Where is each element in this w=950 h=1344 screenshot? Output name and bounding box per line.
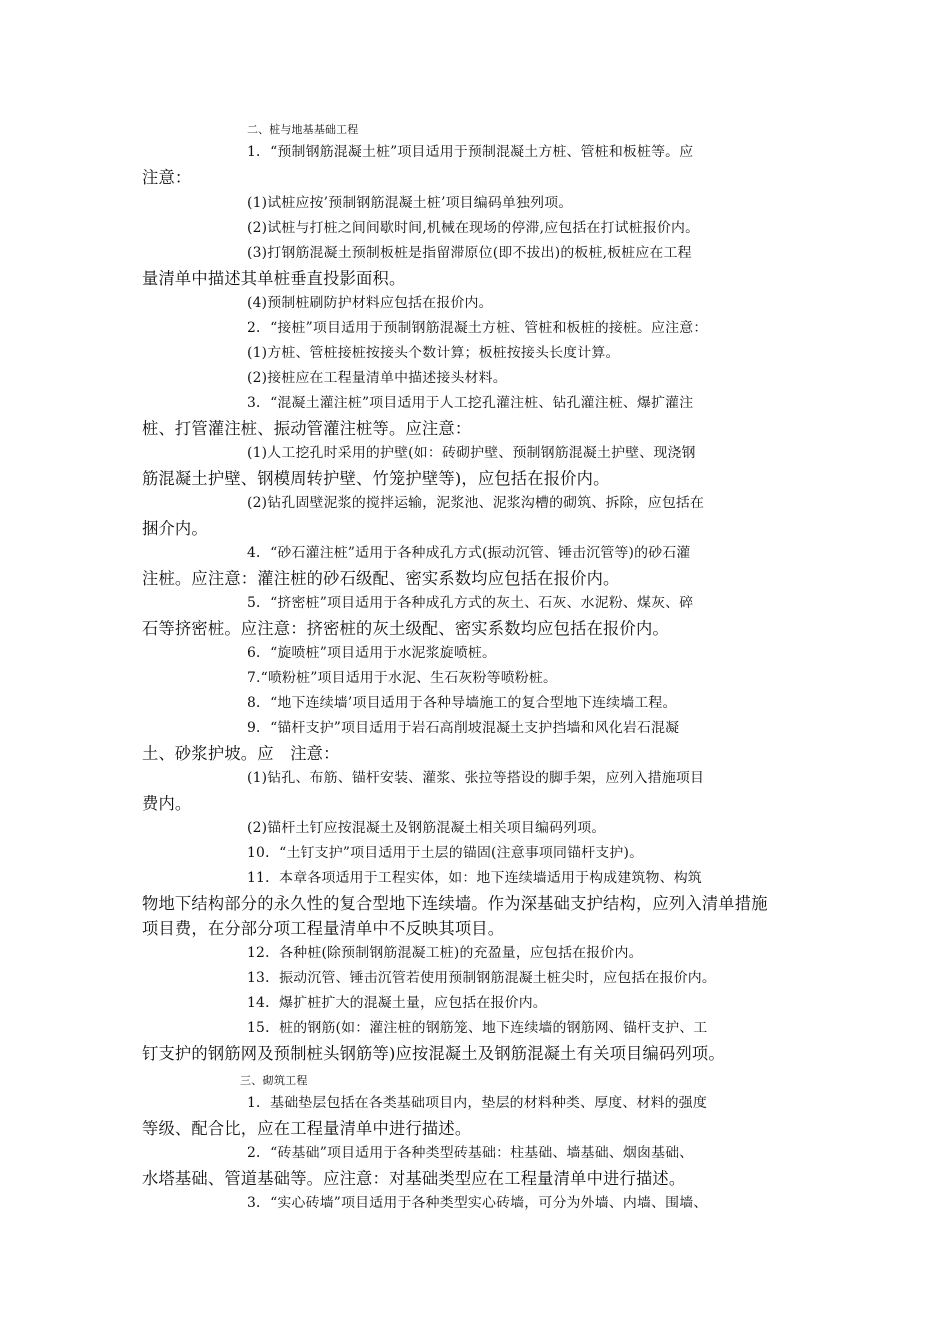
paragraph-line: 3．“实心砖墙”项目适用于各种类型实心砖墙，可分为外墙、内墙、围墙、 <box>247 1195 708 1211</box>
paragraph-line: 4．“砂石灌注桩”适用于各种成孔方式(振动沉管、锤击沉管等)的砂石灌 <box>247 545 691 561</box>
paragraph-line: 6．“旋喷桩”项目适用于水泥浆旋喷桩。 <box>247 645 497 661</box>
paragraph-line: 捆介内。 <box>142 519 208 538</box>
paragraph-line: 水塔基础、管道基础等。应注意：对基础类型应在工程量清单中进行描述。 <box>142 1169 686 1188</box>
paragraph-line: 5．“挤密桩”项目适用于各种成孔方式的灰土、石灰、水泥粉、煤灰、碎 <box>247 595 694 611</box>
paragraph-line: 14．爆扩桩扩大的混凝土量，应包括在报价内。 <box>247 995 547 1011</box>
paragraph-line: 量清单中描述其单桩垂直投影面积。 <box>142 269 406 288</box>
section-heading: 二、桩与地基基础工程 <box>247 123 359 136</box>
section-heading: 三、砌筑工程 <box>240 1074 308 1087</box>
paragraph-line: 土、砂浆护坡。应 注意： <box>142 744 340 763</box>
paragraph-line: 桩、打管灌注桩、振动管灌注桩等。应注意： <box>142 419 472 438</box>
paragraph-line: 等级、配合比，应在工程量清单中进行描述。 <box>142 1119 472 1138</box>
paragraph-line: 费内。 <box>142 794 192 813</box>
paragraph-line: 筋混凝土护壁、钢模周转护壁、竹笼护壁等)，应包括在报价内。 <box>142 469 610 488</box>
paragraph-line: 项目费，在分部分项工程量清单中不反映其项目。 <box>142 919 505 938</box>
paragraph-line: (2)试桩与打桩之间间歇时间,机械在现场的停滞,应包括在打试桩报价内。 <box>247 220 700 236</box>
paragraph-line: (1)试桩应按’预制钢筋混凝土桩’项目编码单独列项。 <box>247 195 573 211</box>
paragraph-line: 注桩。应注意：灌注桩的砂石级配、密实系数均应包括在报价内。 <box>142 569 620 588</box>
paragraph-line: 13．振动沉管、锤击沉管若使用预制钢筋混凝土桩尖时，应包括在报价内。 <box>247 970 716 986</box>
paragraph-line: 1．基础垫层包括在各类基础项目内，垫层的材料种类、厚度、材料的强度 <box>247 1095 707 1111</box>
paragraph-line: (3)打钢筋混凝土预制板桩是指留滞原位(即不拔出)的板桩,板桩应在工程 <box>247 245 692 261</box>
paragraph-line: 12．各种桩(除预制钢筋混凝工桩)的充盈量，应包括在报价内。 <box>247 945 643 961</box>
paragraph-line: 3．“混凝土灌注桩”项目适用于人工挖孔灌注桩、钻孔灌注桩、爆扩灌注 <box>247 395 694 411</box>
paragraph-line: (1)人工挖孔时采用的护壁(如：砖砌护壁、预制钢筋混凝土护壁、现浇钢 <box>247 445 696 461</box>
paragraph-line: (2)钻孔固壁泥浆的搅拌运输，泥浆池、泥浆沟槽的砌筑、拆除，应包括在 <box>247 495 705 511</box>
paragraph-line: (2)锚杆土钉应按混凝土及钢筋混凝土相关项目编码列项。 <box>247 820 606 836</box>
paragraph-line: 钉支护的钢筋网及预制桩头钢筋等)应按混凝土及钢筋混凝土有关项目编码列项。 <box>142 1044 725 1063</box>
paragraph-line: 石等挤密桩。应注意：挤密桩的灰土级配、密实系数均应包括在报价内。 <box>142 619 669 638</box>
paragraph-line: (4)预制桩刷防护材料应包括在报价内。 <box>247 295 493 311</box>
paragraph-line: 9．“锚杆支护”项目适用于岩石高削坡混凝土支护挡墙和风化岩石混凝 <box>247 720 680 736</box>
paragraph-line: (2)接桩应在工程量清单中描述接头材料。 <box>247 370 507 386</box>
paragraph-line: 11．本章各项适用于工程实体，如：地下连续墙适用于构成建筑物、构筑 <box>247 870 702 886</box>
paragraph-line: 10．“土钉支护”项目适用于土层的锚固(注意事项同锚杆支护)。 <box>247 845 644 861</box>
paragraph-line: 1．“预制钢筋混凝土桩”项目适用于预制混凝土方桩、管桩和板桩等。应 <box>247 144 694 160</box>
paragraph-line: 2．“砖基础”项目适用于各种类型砖基础：柱基础、墙基础、烟囱基础、 <box>247 1145 694 1161</box>
paragraph-line: 8．“地下连续墙’项目适用于各种导墙施工的复合型地下连续墙工程。 <box>247 695 677 711</box>
paragraph-line: 2．“接桩”项目适用于预制钢筋混凝土方桩、管桩和板桩的接桩。应注意： <box>247 320 708 336</box>
paragraph-line: 物地下结构部分的永久性的复合型地下连续墙。作为深基础支护结构，应列入清单措施 <box>142 894 768 913</box>
paragraph-line: 15．桩的钢筋(如：灌注桩的钢筋笼、地下连续墙的钢筋网、锚杆支护、工 <box>247 1020 708 1036</box>
paragraph-line: (1)钻孔、布筋、锚杆安装、灌浆、张拉等搭设的脚手架，应列入措施项目 <box>247 770 705 786</box>
paragraph-line: (1)方桩、管桩接桩按接头个数计算；板桩按接头长度计算。 <box>247 345 620 361</box>
paragraph-line: 注意： <box>142 168 192 187</box>
paragraph-line: 7.“喷粉桩”项目适用于水泥、生石灰粉等喷粉桩。 <box>247 670 558 686</box>
